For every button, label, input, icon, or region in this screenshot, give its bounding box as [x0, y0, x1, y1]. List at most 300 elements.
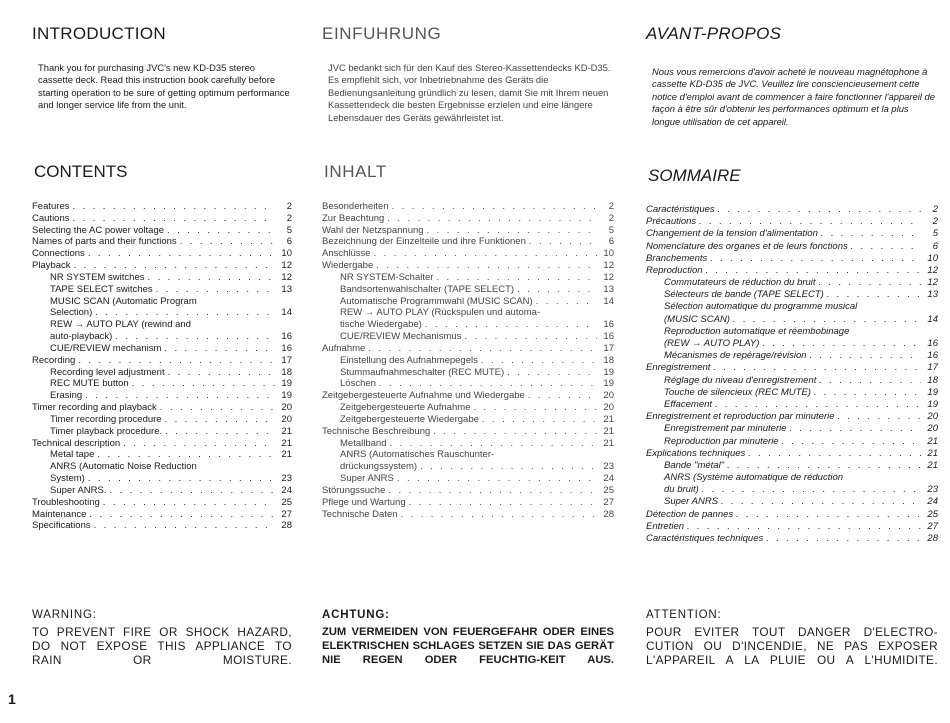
toc-entry — [32, 260, 292, 272]
toc-entry-title: Maintenance — [32, 508, 87, 520]
toc-entry — [32, 473, 292, 485]
warning-heading: ATTENTION: — [646, 609, 722, 621]
toc-entry-page: 5 — [286, 224, 292, 236]
toc-leader-dots — [78, 355, 275, 367]
toc-entry-title: ANRS (Automatic Noise Reduction — [50, 461, 197, 473]
toc-entry-page: 20 — [927, 411, 938, 423]
toc-entry-title: Recording — [32, 354, 76, 366]
toc-entry-page: 14 — [603, 295, 614, 307]
toc-entry — [322, 296, 614, 308]
toc-leader-dots — [165, 426, 275, 438]
toc-entry — [322, 402, 614, 414]
toc-entry-title: Technische Beschreibung — [322, 425, 431, 437]
toc-entry-page: 27 — [603, 496, 614, 508]
toc-leader-dots — [715, 399, 921, 411]
toc-entry-title: Explications techniques — [646, 447, 746, 459]
toc-entry — [322, 248, 614, 260]
toc-entry — [646, 253, 938, 265]
toc-leader-dots — [73, 201, 276, 213]
toc-entry-title: Automatische Programmwahl (MUSIC SCAN) — [340, 295, 533, 307]
warning-text: TO PREVENT FIRE OR SHOCK HAZARD, DO NOT EXPOSE THIS APPLIANCE TO RAIN OR MOISTURE. — [32, 625, 292, 667]
toc-entry-page: 2 — [932, 216, 938, 228]
toc-leader-dots — [392, 201, 597, 213]
toc-entry-title: Zeitgebergesteuerte Wiedergabe — [340, 413, 479, 425]
toc-entry — [646, 302, 938, 314]
toc-leader-dots — [433, 426, 597, 438]
toc-entry — [322, 307, 614, 319]
toc-leader-dots — [766, 533, 921, 545]
toc-leader-dots — [851, 241, 921, 253]
toc-entry-page: 2 — [608, 201, 614, 212]
contents-heading: CONTENTS — [34, 162, 128, 181]
toc-entry-title: Wahl der Netzspannung — [322, 224, 424, 236]
toc-entry-title: Reproduction par minuterie — [664, 435, 779, 447]
toc-entry-title: Erasing — [50, 390, 83, 402]
toc-entry — [322, 319, 614, 331]
toc-leader-dots — [379, 378, 597, 390]
toc-leader-dots — [838, 411, 921, 423]
toc-entry-page: 19 — [281, 378, 292, 390]
toc-entry-page: 28 — [603, 508, 614, 520]
introduction-heading: INTRODUCTION — [32, 24, 166, 43]
toc-leader-dots — [425, 319, 597, 331]
toc-leader-dots — [368, 343, 597, 355]
toc-entry-page: 20 — [603, 390, 614, 402]
toc-entry — [32, 367, 292, 379]
table-of-contents — [646, 204, 938, 545]
toc-entry — [322, 260, 614, 272]
toc-entry-title: Touche de silencieux (REC MUTE) — [664, 386, 811, 398]
toc-entry-page: 19 — [927, 386, 938, 398]
toc-leader-dots — [810, 350, 921, 362]
toc-leader-dots — [827, 289, 921, 301]
toc-entry-title: Zur Beachtung — [322, 212, 385, 224]
toc-entry — [322, 378, 614, 390]
toc-leader-dots — [528, 390, 597, 402]
toc-entry-page: 16 — [603, 319, 614, 331]
toc-leader-dots — [481, 355, 597, 367]
toc-entry-title: Anschlüsse — [322, 248, 371, 260]
toc-entry-title: CUE/REVIEW mechanism — [50, 342, 162, 354]
contents-heading: INHALT — [324, 162, 387, 181]
toc-entry-title: ANRS (Automatisches Rauschunter- — [340, 449, 495, 461]
toc-entry-title: Stummaufnahmeschalter (REC MUTE) — [340, 366, 505, 378]
toc-entry — [32, 331, 292, 343]
toc-leader-dots — [110, 485, 276, 497]
toc-entry-page: 19 — [603, 366, 614, 378]
warning-text: POUR EVITER TOUT DANGER D'ELECTRO-CUTION OU D'INCENDIE, NE PAS EXPOSER L'APPAREIL A LA PLUIE OU A L'HUMIDITE. — [646, 625, 938, 667]
toc-entry — [322, 390, 614, 402]
toc-entry — [32, 449, 292, 461]
toc-leader-dots — [821, 228, 921, 240]
toc-entry-title: System) — [50, 473, 85, 485]
toc-entry-page: 6 — [286, 236, 292, 248]
toc-entry — [322, 509, 614, 521]
toc-entry — [322, 225, 614, 237]
toc-entry-page: 13 — [281, 283, 292, 295]
toc-entry-title: Connections — [32, 248, 85, 260]
toc-entry — [322, 331, 614, 343]
toc-leader-dots — [733, 314, 921, 326]
toc-entry-title: Aufnahme — [322, 342, 366, 354]
toc-leader-dots — [160, 402, 275, 414]
toc-entry-page: 12 — [603, 271, 614, 283]
table-of-contents — [32, 201, 292, 532]
toc-entry-page: 2 — [932, 203, 938, 215]
toc-entry — [646, 436, 938, 448]
toc-leader-dots — [164, 343, 275, 355]
toc-entry-page: 6 — [932, 240, 938, 252]
toc-entry — [322, 367, 614, 379]
toc-entry-page: 24 — [927, 496, 938, 508]
toc-entry-title: REW → AUTO PLAY (rewind and — [50, 319, 191, 331]
toc-entry-page: 19 — [281, 390, 292, 402]
toc-entry — [32, 485, 292, 497]
toc-entry-title: Commutateurs de réduction du bruit — [664, 277, 816, 289]
toc-entry-page: 18 — [603, 354, 614, 366]
toc-leader-dots — [88, 473, 275, 485]
toc-entry-title: Names of parts and their functions — [32, 236, 177, 248]
toc-entry-title: Zeitgebergesteuerte Aufnahme und Wiedergabe — [322, 390, 525, 402]
toc-leader-dots — [95, 307, 275, 319]
toc-entry-page: 5 — [932, 228, 938, 240]
toc-entry-title: Super ANRS — [340, 473, 394, 485]
toc-entry — [646, 265, 938, 277]
toc-entry — [646, 314, 938, 326]
toc-entry — [646, 472, 938, 484]
toc-entry-title: NR SYSTEM-Schalter — [340, 271, 434, 283]
toc-entry-page: 14 — [927, 313, 938, 325]
toc-leader-dots — [165, 414, 275, 426]
toc-entry-title: drückungssystem) — [340, 461, 418, 473]
toc-entry-title: tische Wiedergabe) — [340, 319, 422, 331]
toc-entry-title: Caractéristiques techniques — [646, 533, 764, 545]
toc-entry-title: Bande "métal" — [664, 459, 725, 471]
toc-leader-dots — [123, 438, 275, 450]
toc-entry — [32, 497, 292, 509]
toc-entry — [32, 272, 292, 284]
toc-entry-title: Metallband — [340, 437, 387, 449]
toc-entry-page: 19 — [603, 378, 614, 390]
toc-leader-dots — [388, 485, 597, 497]
toc-entry-title: Reproduction automatique et réembobinage — [664, 325, 850, 337]
toc-entry-title: Timer recording and playback — [32, 402, 157, 414]
toc-entry-page: 14 — [281, 307, 292, 319]
toc-entry — [322, 461, 614, 473]
toc-entry — [646, 460, 938, 472]
toc-entry-page: 20 — [281, 413, 292, 425]
toc-leader-dots — [103, 497, 275, 509]
toc-entry-title: TAPE SELECT switches — [50, 283, 153, 295]
toc-entry-title: Super ANRS — [664, 496, 719, 508]
toc-leader-dots — [376, 260, 597, 272]
toc-entry-page: 17 — [603, 342, 614, 354]
toc-entry-page: 2 — [608, 212, 614, 224]
toc-entry — [322, 343, 614, 355]
toc-entry-title: REW → AUTO PLAY (Rückspulen und automa- — [340, 307, 541, 319]
toc-entry-title: CUE/REVIEW Mechanismus — [340, 331, 462, 343]
toc-entry-page: 16 — [281, 331, 292, 343]
toc-leader-dots — [374, 248, 597, 260]
toc-entry-page: 10 — [603, 248, 614, 260]
toc-entry — [32, 343, 292, 355]
toc-entry — [646, 423, 938, 435]
toc-leader-dots — [464, 331, 597, 343]
toc-entry-title: (REW → AUTO PLAY) — [664, 338, 760, 350]
toc-leader-dots — [89, 509, 275, 521]
toc-entry-page: 2 — [286, 201, 292, 212]
toc-entry-title: du bruit) — [664, 484, 699, 496]
toc-entry-page: 17 — [281, 354, 292, 366]
toc-entry-title: Selecting the AC power voltage — [32, 224, 165, 236]
toc-entry — [646, 497, 938, 509]
toc-entry — [32, 509, 292, 521]
introduction-text: Nous vous remercions d'avoir acheté le nouveau magnétophone à cassette KD-D35 de JVC. Veuillez lire consciencieusement cette notice d'emploi avant de commencer à faire fonctionner l'appareil de façon à être sûr d'obtenir les performances optimum et la plus longue utilisation de cet appareil. — [652, 66, 935, 127]
toc-leader-dots — [819, 375, 921, 387]
toc-entry — [646, 521, 938, 533]
toc-leader-dots — [529, 236, 597, 248]
toc-entry-title: Entretien — [646, 520, 685, 532]
toc-leader-dots — [167, 225, 275, 237]
toc-leader-dots — [507, 367, 597, 379]
toc-entry — [322, 449, 614, 461]
toc-entry — [32, 201, 292, 213]
toc-entry-page: 25 — [927, 508, 938, 520]
toc-leader-dots — [517, 284, 597, 296]
toc-leader-dots — [389, 438, 597, 450]
toc-entry — [32, 225, 292, 237]
toc-entry — [646, 350, 938, 362]
toc-entry — [32, 390, 292, 402]
toc-entry-page: 24 — [603, 473, 614, 485]
toc-entry-title: Recording level adjustment — [50, 366, 165, 378]
introduction-heading: AVANT-PROPOS — [646, 24, 782, 43]
toc-entry — [646, 375, 938, 387]
toc-leader-dots — [687, 521, 921, 533]
toc-entry-page: 16 — [927, 350, 938, 362]
toc-entry-page: 12 — [281, 260, 292, 272]
toc-entry-title: Einstellung des Aufnahmepegels — [340, 354, 478, 366]
toc-entry — [322, 213, 614, 225]
toc-leader-dots — [721, 496, 921, 508]
toc-entry — [32, 461, 292, 473]
toc-entry-page: 21 — [603, 413, 614, 425]
toc-entry-page: 21 — [281, 425, 292, 437]
toc-entry-title: Bezeichnung der Einzelteile und ihre Funktionen — [322, 236, 526, 248]
toc-leader-dots — [727, 460, 921, 472]
toc-entry-page: 12 — [281, 271, 292, 283]
toc-entry — [322, 284, 614, 296]
toc-entry — [646, 362, 938, 374]
toc-entry-page: 10 — [927, 252, 938, 264]
toc-entry — [646, 228, 938, 240]
toc-entry — [32, 402, 292, 414]
toc-entry-title: Troubleshooting — [32, 496, 100, 508]
toc-leader-dots — [436, 272, 597, 284]
toc-leader-dots — [536, 296, 597, 308]
toc-entry — [322, 355, 614, 367]
toc-entry — [32, 414, 292, 426]
toc-leader-dots — [156, 284, 275, 296]
toc-entry — [32, 355, 292, 367]
toc-leader-dots — [94, 520, 275, 532]
toc-entry — [32, 319, 292, 331]
toc-entry — [32, 236, 292, 248]
toc-entry — [646, 411, 938, 423]
toc-entry — [32, 438, 292, 450]
toc-entry-page: 12 — [927, 264, 938, 276]
toc-entry-title: Bandsortenwahlschalter (TAPE SELECT) — [340, 283, 515, 295]
toc-entry-title: Sélection automatique du programme musical — [664, 301, 858, 313]
toc-leader-dots — [819, 277, 921, 289]
toc-leader-dots — [168, 367, 275, 379]
toc-entry-title: Specifications — [32, 520, 91, 532]
toc-entry — [32, 296, 292, 308]
toc-leader-dots — [473, 402, 597, 414]
toc-entry-page: 27 — [927, 520, 938, 532]
toc-entry — [646, 241, 938, 253]
toc-entry-page: 25 — [281, 496, 292, 508]
toc-entry-title: Technische Daten — [322, 508, 398, 520]
toc-entry — [32, 213, 292, 225]
toc-entry-title: Sélecteurs de bande (TAPE SELECT) — [664, 289, 824, 301]
toc-leader-dots — [782, 436, 921, 448]
toc-entry-title: NR SYSTEM switches — [50, 271, 145, 283]
toc-entry — [646, 509, 938, 521]
toc-entry-page: 13 — [603, 283, 614, 295]
toc-entry-page: 17 — [927, 362, 938, 374]
toc-entry-title: Metal tape — [50, 449, 95, 461]
toc-entry-page: 19 — [927, 398, 938, 410]
toc-entry-page: 28 — [281, 520, 292, 532]
toc-entry — [646, 289, 938, 301]
toc-entry — [322, 426, 614, 438]
toc-entry-title: Technical description — [32, 437, 121, 449]
toc-leader-dots — [409, 497, 597, 509]
table-of-contents — [322, 201, 614, 520]
toc-entry — [322, 414, 614, 426]
toc-entry-page: 10 — [281, 248, 292, 260]
toc-leader-dots — [180, 236, 275, 248]
toc-entry — [322, 236, 614, 248]
toc-leader-dots — [706, 265, 921, 277]
toc-entry-title: Mécanismes de repérage/révision — [664, 350, 807, 362]
toc-entry-title: Zeitgebergesteuerte Aufnahme — [340, 402, 471, 414]
toc-entry — [32, 284, 292, 296]
toc-leader-dots — [718, 204, 921, 216]
toc-leader-dots — [710, 253, 921, 265]
toc-entry — [646, 387, 938, 399]
toc-entry-title: Enregistrement — [646, 362, 711, 374]
toc-entry-title: Timer recording procedure — [50, 413, 162, 425]
toc-entry — [646, 484, 938, 496]
toc-entry-title: Timer playback procedure. — [50, 425, 163, 437]
toc-entry-page: 12 — [603, 260, 614, 272]
toc-entry-page: 5 — [608, 224, 614, 236]
toc-entry-page: 28 — [927, 533, 938, 545]
toc-entry-page: 23 — [603, 461, 614, 473]
toc-entry — [646, 533, 938, 545]
toc-entry-page: 21 — [281, 449, 292, 461]
toc-entry-page: 20 — [281, 402, 292, 414]
toc-entry-title: Besonderheiten — [322, 201, 389, 212]
introduction-text: JVC bedankt sich für den Kauf des Stereo-Kassettendecks KD-D35. Es empfiehlt sich, vor Inbetriebnahme des Geräts die Bedienungsanleitung gründlich zu lesen, damit Sie mit Ihrem neuen Kassettendeck die besten Ergebnisse erzielen und eine längere Lebensdauer des Geräts gewährleistet ist. — [328, 62, 611, 123]
toc-entry-page: 21 — [281, 437, 292, 449]
toc-entry-title: MUSIC SCAN (Automatic Program — [50, 295, 197, 307]
toc-leader-dots — [132, 378, 275, 390]
toc-entry — [646, 399, 938, 411]
toc-leader-dots — [427, 225, 597, 237]
toc-entry-page: 18 — [281, 366, 292, 378]
toc-entry-title: Reproduction — [646, 264, 703, 276]
toc-entry-title: Playback — [32, 260, 71, 272]
toc-leader-dots — [401, 509, 597, 521]
toc-entry-page: 13 — [927, 289, 938, 301]
toc-entry-title: Réglage du niveau d'enregistrement — [664, 374, 817, 386]
toc-leader-dots — [420, 461, 597, 473]
toc-entry — [322, 438, 614, 450]
warning-text: ZUM VERMEIDEN VON FEUERGEFAHR ODER EINES ELEKTRISCHEN SCHLAGES SETZEN SIE DAS GERÄT NIE REGEN ODER FEUCHTIG-KEIT AUS. — [322, 626, 614, 666]
toc-entry-page: 20 — [603, 402, 614, 414]
toc-entry-page: 24 — [281, 484, 292, 496]
toc-entry-page: 25 — [603, 484, 614, 496]
toc-entry-page: 23 — [927, 484, 938, 496]
toc-entry — [32, 307, 292, 319]
toc-entry-title: Caractéristiques — [646, 203, 715, 215]
toc-entry-title: auto-playback) — [50, 331, 113, 343]
toc-entry — [646, 277, 938, 289]
toc-leader-dots — [790, 423, 922, 435]
toc-entry — [646, 338, 938, 350]
toc-leader-dots — [482, 414, 597, 426]
toc-entry-page: 20 — [927, 423, 938, 435]
toc-leader-dots — [73, 213, 276, 225]
toc-entry — [32, 248, 292, 260]
toc-entry-title: Nomenclature des organes et de leurs fonctions — [646, 240, 848, 252]
toc-leader-dots — [736, 509, 921, 521]
toc-entry-title: Changement de la tension d'alimentation — [646, 228, 818, 240]
toc-leader-dots — [85, 390, 275, 402]
toc-leader-dots — [115, 331, 275, 343]
introduction-text: Thank you for purchasing JVC's new KD-D35 stereo cassette deck. Read this instruction book carefully before starting operation to be sure of getting optimum performance and longer service life from the unit. — [38, 62, 290, 111]
toc-entry — [322, 473, 614, 485]
toc-leader-dots — [814, 387, 921, 399]
toc-leader-dots — [748, 448, 921, 460]
toc-entry-title: Super ANRS. — [50, 484, 107, 496]
toc-entry-title: Löschen — [340, 378, 376, 390]
toc-entry-title: Pflege und Wartung — [322, 496, 406, 508]
toc-entry-title: Branchements — [646, 252, 708, 264]
toc-entry-title: Wiedergabe — [322, 260, 374, 272]
toc-entry-page: 21 — [927, 447, 938, 459]
toc-entry-title: Détection de pannes — [646, 508, 734, 520]
toc-entry-title: Störungssuche — [322, 484, 386, 496]
toc-entry-page: 27 — [281, 508, 292, 520]
toc-entry-page: 21 — [927, 459, 938, 471]
toc-entry-page: 21 — [603, 437, 614, 449]
toc-leader-dots — [387, 213, 597, 225]
toc-leader-dots — [88, 248, 275, 260]
toc-entry — [32, 520, 292, 532]
toc-entry-page: 12 — [927, 277, 938, 289]
toc-entry-page: 16 — [603, 331, 614, 343]
toc-entry-title: Enregistrement et reproduction par minuterie — [646, 411, 835, 423]
toc-entry-page: 16 — [927, 338, 938, 350]
toc-entry-title: Features — [32, 201, 70, 212]
toc-entry — [32, 426, 292, 438]
toc-entry — [646, 216, 938, 228]
toc-entry — [322, 201, 614, 213]
